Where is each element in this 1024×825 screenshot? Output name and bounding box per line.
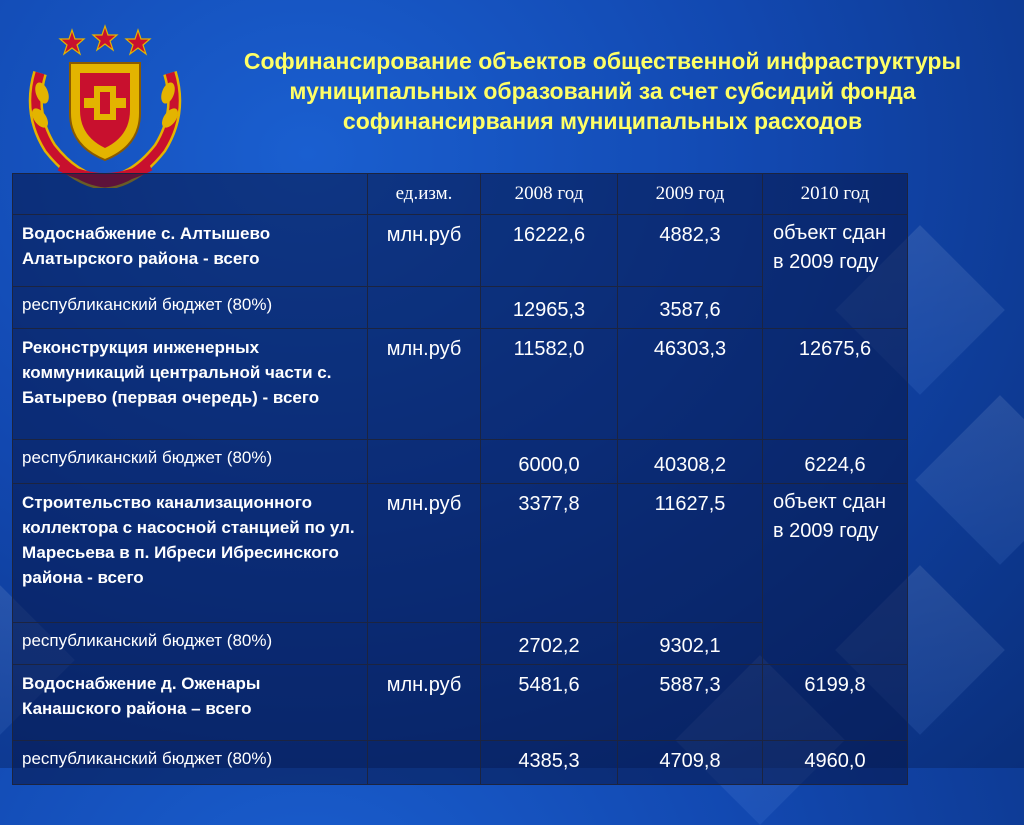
unit-cell: млн.руб — [368, 665, 481, 741]
unit-cell — [368, 440, 481, 484]
value-2009: 3587,6 — [618, 287, 763, 329]
object-name: Реконструкция инженерных коммуникаций центральной части с. Батырево (первая очередь) - всего — [13, 329, 368, 440]
unit-cell: млн.руб — [368, 329, 481, 440]
unit-cell — [368, 287, 481, 329]
value-2009: 4709,8 — [618, 741, 763, 785]
object-name: республиканский бюджет (80%) — [13, 287, 368, 329]
page-title: Софинансирование объектов общественной инфраструктуры муниципальных образований за счет субсидий фонда софинансирвания муниципальных расходов — [243, 48, 962, 134]
unit-cell — [368, 623, 481, 665]
value-2009: 46303,3 — [618, 329, 763, 440]
cofinancing-table — [12, 173, 908, 785]
value-2010: 6199,8 — [763, 665, 908, 741]
value-2008: 12965,3 — [481, 287, 618, 329]
unit-cell — [368, 741, 481, 785]
object-name: республиканский бюджет (80%) — [13, 623, 368, 665]
value-2009: 11627,5 — [618, 484, 763, 623]
header-2009: 2009 год — [618, 174, 763, 215]
table-row — [13, 329, 908, 440]
value-2010: 4960,0 — [763, 741, 908, 785]
value-2010: 12675,6 — [763, 329, 908, 440]
header-object — [13, 174, 368, 215]
value-2009: 5887,3 — [618, 665, 763, 741]
chuvash-coat-of-arms-icon — [20, 18, 190, 188]
value-2008: 11582,0 — [481, 329, 618, 440]
value-2009: 40308,2 — [618, 440, 763, 484]
value-2008: 6000,0 — [481, 440, 618, 484]
object-name: республиканский бюджет (80%) — [13, 741, 368, 785]
value-2008: 5481,6 — [481, 665, 618, 741]
table-row — [13, 440, 908, 484]
object-name: республиканский бюджет (80%) — [13, 440, 368, 484]
value-2010: 6224,6 — [763, 440, 908, 484]
table-row — [13, 741, 908, 785]
value-2008: 16222,6 — [481, 215, 618, 287]
table-header-row — [13, 174, 908, 215]
header-2008: 2008 год — [481, 174, 618, 215]
object-name: Строительство канализационного коллектора с насосной станцией по ул. Маресьева в п. Ибреси Ибресинского района - всего — [13, 484, 368, 623]
table-row — [13, 215, 908, 287]
value-2008: 3377,8 — [481, 484, 618, 623]
object-name: Водоснабжение с. Алтышево Алатырского района - всего — [13, 215, 368, 287]
table-row — [13, 484, 908, 623]
value-2008: 2702,2 — [481, 623, 618, 665]
header-2010: 2010 год — [763, 174, 908, 215]
background-tile — [915, 395, 1024, 565]
unit-cell: млн.руб — [368, 484, 481, 623]
value-2008: 4385,3 — [481, 741, 618, 785]
value-2010: объект сдан в 2009 году — [763, 484, 908, 665]
value-2009: 4882,3 — [618, 215, 763, 287]
table-row — [13, 665, 908, 741]
value-2010: объект сдан в 2009 году — [763, 215, 908, 329]
object-name: Водоснабжение д. Оженары Канашского района – всего — [13, 665, 368, 741]
header-unit: ед.изм. — [368, 174, 481, 215]
unit-cell: млн.руб — [368, 215, 481, 287]
value-2009: 9302,1 — [618, 623, 763, 665]
